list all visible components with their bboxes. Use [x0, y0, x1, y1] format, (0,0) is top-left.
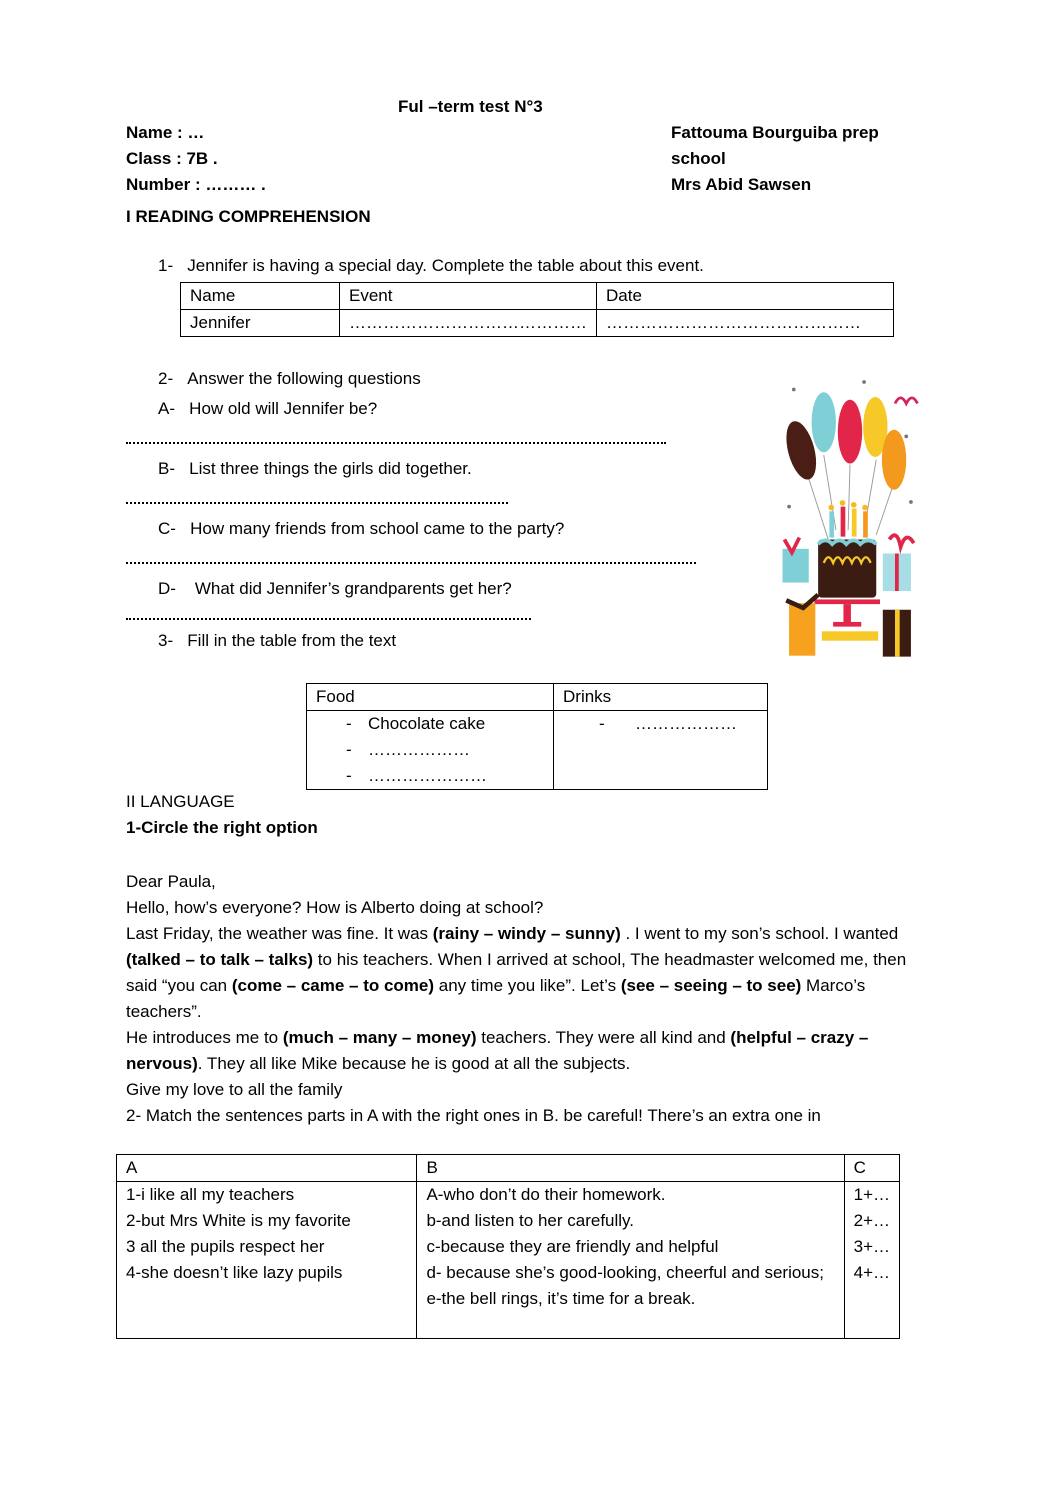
class-label: Class : 7B . — [126, 149, 218, 168]
header-drinks: Drinks — [554, 684, 768, 711]
item-letter: B- — [158, 459, 175, 478]
option-group[interactable]: (rainy – windy – sunny) — [432, 924, 621, 943]
match-instruction: 2- Match the sentences parts in A with the right ones in B. be careful! There’s an extra one in — [126, 1106, 821, 1125]
match-item-a: 2-but Mrs White is my favorite — [126, 1211, 351, 1230]
question-number: 2- — [158, 369, 174, 388]
letter-text: Last Friday, the weather was fine. It was — [126, 924, 433, 943]
column-b — [417, 1182, 844, 1339]
item-letter: D- — [158, 579, 176, 598]
letter-text: to his teachers. When I arrived at school, The headmaster welcomed me, then said “you can — [126, 950, 907, 995]
question-1 — [158, 253, 704, 279]
cell-name: Jennifer — [181, 310, 340, 337]
number-label: Number : ……… . — [126, 175, 266, 194]
match-item-b: e-the bell rings, it’s time for a break. — [426, 1289, 696, 1308]
match-item-a: 4-she doesn’t like lazy pupils — [126, 1263, 343, 1282]
option-group[interactable]: (helpful – crazy – nervous) — [126, 1028, 869, 1073]
answer-line-d[interactable] — [126, 616, 531, 620]
match-table — [116, 1154, 900, 1339]
question-2a — [158, 396, 377, 422]
drinks-list — [554, 711, 768, 790]
question-2d — [158, 576, 512, 602]
teacher-name: Mrs Abid Sawsen — [671, 175, 812, 194]
header-b: B — [417, 1155, 844, 1182]
food-item-blank[interactable]: - ……………… — [346, 740, 470, 759]
question-text: Jennifer is having a special day. Complete the table about this event. — [187, 256, 704, 275]
drink-item-blank[interactable]: - ……………… — [599, 714, 737, 733]
answer-line-a[interactable] — [126, 440, 666, 444]
food-item: - Chocolate cake — [346, 714, 486, 733]
question-2b — [158, 456, 472, 482]
match-item-a: 3 all the pupils respect her — [126, 1237, 325, 1256]
header-event: Event — [340, 283, 597, 310]
letter-paragraph-1 — [126, 921, 941, 1025]
header-date: Date — [597, 283, 894, 310]
option-group[interactable]: (talked – to talk – talks) — [126, 950, 314, 969]
food-item-blank[interactable]: - ………………… — [346, 766, 487, 785]
question-text: Fill in the table from the text — [187, 631, 397, 650]
match-item-b: c-because they are friendly and helpful — [426, 1237, 719, 1256]
column-a — [117, 1182, 417, 1339]
letter-salutation: Dear Paula, — [126, 872, 216, 891]
circle-option-title: 1-Circle the right option — [126, 818, 318, 837]
letter-text: . They all like Mike because he is good at all the subjects. — [197, 1054, 631, 1073]
letter-closing: Give my love to all the family — [126, 1080, 343, 1099]
question-3 — [158, 628, 396, 654]
header-name: Name — [181, 283, 340, 310]
school-name-line1: Fattouma Bourguiba prep — [671, 123, 879, 142]
option-group[interactable]: (come – came – to come) — [231, 976, 435, 995]
letter-line-1: Hello, how’s everyone? How is Alberto doing at school? — [126, 898, 544, 917]
item-text: How old will Jennifer be? — [189, 399, 378, 418]
answer-slot[interactable]: 4+… — [853, 1263, 890, 1282]
item-letter: A- — [158, 399, 175, 418]
letter-text: . I went to my son’s school. I wanted — [620, 924, 899, 943]
cell-date-blank[interactable]: ……………………………………… — [597, 310, 894, 337]
name-label: Name : … — [126, 123, 205, 142]
answer-slot[interactable]: 1+… — [853, 1185, 890, 1204]
item-text: What did Jennifer’s grandparents get her? — [190, 579, 512, 598]
letter-paragraph-2 — [126, 1025, 941, 1077]
header-a: A — [117, 1155, 417, 1182]
match-item-b: d- because she’s good-looking, cheerful and serious; — [426, 1263, 824, 1282]
option-group[interactable]: (much – many – money) — [282, 1028, 477, 1047]
option-group[interactable]: (see – seeing – to see) — [620, 976, 802, 995]
match-item-b: A-who don’t do their homework. — [426, 1185, 666, 1204]
school-name-line2: school — [671, 149, 726, 168]
question-2c — [158, 516, 564, 542]
item-text: How many friends from school came to the party? — [190, 519, 565, 538]
letter-text: He introduces me to — [126, 1028, 283, 1047]
language-section-title: II LANGUAGE — [126, 792, 235, 811]
letter-text: teachers. They were all kind and — [476, 1028, 731, 1047]
cell-event-blank[interactable]: …………………………………… — [340, 310, 597, 337]
birthday-illustration — [775, 362, 925, 670]
food-list — [307, 711, 554, 790]
item-letter: C- — [158, 519, 176, 538]
header-c: C — [844, 1155, 899, 1182]
column-c — [844, 1182, 899, 1339]
answer-slot[interactable]: 3+… — [853, 1237, 890, 1256]
answer-line-b[interactable] — [126, 500, 508, 504]
question-number: 1- — [158, 256, 174, 275]
answer-line-c[interactable] — [126, 560, 696, 564]
item-text: List three things the girls did together. — [189, 459, 472, 478]
test-title: Ful –term test N°3 — [398, 97, 543, 116]
question-2 — [158, 366, 421, 392]
header-food: Food — [307, 684, 554, 711]
reading-section-title: I READING COMPREHENSION — [126, 207, 371, 226]
answer-slot[interactable]: 2+… — [853, 1211, 890, 1230]
question-number: 3- — [158, 631, 174, 650]
food-drinks-table — [306, 683, 768, 790]
question-text: Answer the following questions — [187, 369, 421, 388]
letter-text: any time you like”. Let’s — [434, 976, 621, 995]
match-item-b: b-and listen to her carefully. — [426, 1211, 635, 1230]
birthday-cake-balloons-icon — [775, 362, 925, 670]
event-table — [180, 282, 894, 337]
letter-text: Marco’s teachers”. — [126, 976, 866, 1021]
match-item-a: 1-i like all my teachers — [126, 1185, 295, 1204]
